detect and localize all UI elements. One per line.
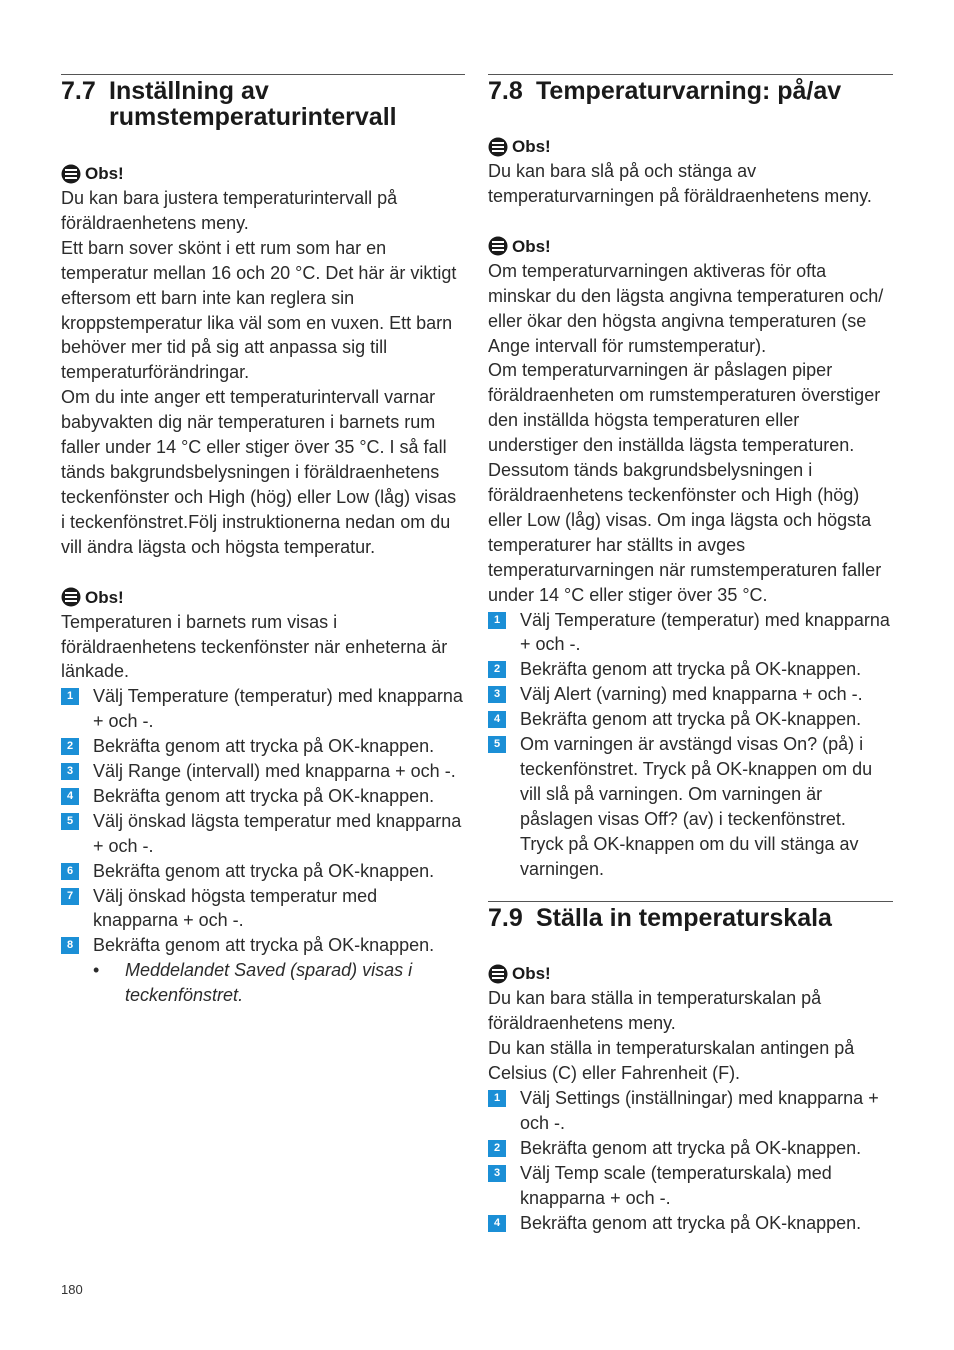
step-item (488, 1211, 893, 1236)
note-label: Obs! (512, 137, 551, 156)
step-item (61, 859, 465, 884)
note-label: Obs! (85, 164, 124, 183)
body-paragraph: Ett barn sover skönt i ett rum som har en temperatur mellan 16 och 20 °C. Det här är viktigt eftersom ett barn inte kan reglera sin kroppstemperatur lika väl som en vuxen. Ett barn behöver mer tid på sig att anpassa sig till temperaturförändringar. (61, 237, 457, 383)
section-title-7-9 (488, 905, 893, 931)
step-number: 4 (488, 1215, 506, 1232)
step-text: Bekräfta genom att trycka på OK-knappen. (520, 1212, 862, 1233)
step-number: 1 (488, 612, 506, 629)
section-heading: Ställa in temperaturskala (536, 904, 832, 933)
step-item (488, 682, 893, 707)
note-text: Du kan bara slå på och stänga av temperaturvarningen på föräldraenhetens meny. (488, 161, 872, 206)
step-text: Välj Temperature (temperatur) med knapparna + och -. (520, 609, 890, 655)
body-paragraph: Om du inte anger ett temperaturintervall varnar babyvakten dig när temperaturen i barnets rum faller under 14 °C eller stiger över 35 °C. I så fall tänds bakgrundsbelysningen i föräldraenhetens teckenfönster och High (hög) eller Low (låg) visas i teckenfönstret.Följ instruktionerna nedan om du vill ändra lägsta och högsta temperatur. (61, 387, 457, 557)
section-number: 7.8 (488, 77, 523, 105)
step-text: Välj Temp scale (temperaturskala) med knapparna + och -. (520, 1162, 832, 1208)
note-header (61, 161, 465, 186)
section-title-7-8 (488, 78, 893, 104)
note-text: Du kan bara justera temperaturintervall på föräldraenhetens meny. (61, 188, 398, 233)
body-paragraph: Du kan ställa in temperaturskalan antingen på Celsius (C) eller Fahrenheit (F). (488, 1038, 855, 1084)
step-text: Välj Alert (varning) med knapparna + och -. (520, 684, 863, 705)
note-label: Obs! (85, 587, 124, 607)
step-number: 1 (488, 1090, 506, 1107)
step-number: 5 (61, 813, 79, 830)
step-number: 7 (61, 888, 79, 905)
step-text: Bekräfta genom att trycka på OK-knappen. (520, 659, 862, 680)
step-item (488, 1086, 893, 1136)
section-divider (61, 74, 465, 75)
step-text: Välj önskad högsta temperatur med knapparna + och -. (93, 885, 378, 931)
section-title-7-7 (61, 78, 465, 130)
step-number: 2 (61, 738, 79, 755)
step-number: 4 (61, 788, 79, 805)
step-text: Bekräfta genom att trycka på OK-knappen. (520, 1137, 862, 1158)
note-icon (488, 236, 508, 256)
step-number: 3 (61, 763, 79, 780)
section-number: 7.7 (61, 77, 96, 105)
step-item (488, 732, 893, 881)
step-text: Välj Settings (inställningar) med knapparna + och -. (520, 1088, 879, 1133)
note-header (488, 961, 893, 986)
bullet-dot: • (93, 960, 100, 981)
step-text: Bekräfta genom att trycka på OK-knappen. (93, 935, 435, 956)
step-item (488, 1136, 893, 1161)
step-number: 2 (488, 1140, 506, 1157)
step-text: Välj önskad lägsta temperatur med knapparna + och -. (93, 810, 462, 856)
note-icon (61, 164, 81, 184)
step-item (488, 608, 893, 658)
step-item (61, 734, 465, 759)
step-text: Bekräfta genom att trycka på OK-knappen. (520, 709, 862, 730)
step-number: 4 (488, 711, 506, 728)
section-heading: Inställning av rumstemperaturintervall (109, 77, 397, 131)
left-column (61, 74, 465, 1008)
step-number: 3 (488, 686, 506, 703)
note-text: Du kan bara ställa in temperaturskalan på föräldraenhetens meny. (488, 988, 822, 1034)
step-text: Bekräfta genom att trycka på OK-knappen. (93, 860, 435, 881)
step-text: Om varningen är avstängd visas On? (på) i teckenfönstret. Tryck på OK-knappen om du vill slå på varningen. Om varningen är påslagen visas Off? (av) i teckenfönstret. Tryck på OK-knappen om du vill stänga av varningen. (520, 734, 873, 879)
note-icon (488, 137, 508, 157)
note-header (488, 234, 893, 259)
section-number: 7.9 (488, 904, 523, 933)
step-item (488, 707, 893, 732)
result-bullet (61, 958, 465, 1008)
step-number: 3 (488, 1165, 506, 1182)
step-item (61, 884, 465, 934)
step-number: 1 (61, 688, 79, 705)
step-item (61, 759, 465, 784)
note-text: Om temperaturvarningen aktiveras för ofta minskar du den lägsta angivna temperaturen och/ eller ökar den högsta angivna temperaturen (se Ange intervall för rumstemperatur). (488, 260, 884, 356)
section-heading: Temperaturvarning: på/av (536, 77, 842, 105)
step-text: Bekräfta genom att trycka på OK-knappen. (93, 736, 435, 757)
section-divider (488, 74, 893, 75)
step-item (61, 809, 465, 859)
note-label: Obs! (512, 964, 551, 984)
body-paragraph: Om temperaturvarningen är påslagen piper föräldraenheten om rumstemperaturen överstiger den inställda högsta temperaturen eller understiger den inställda lägsta temperaturen. Dessutom tänds bakgrundsbelysningen i föräldraenhetens teckenfönster och High (hög) eller Low (låg) visas. Om inga lägsta och högsta temperaturer har ställts in avges temperaturvarningen när rumstemperaturen faller under 14 °C eller stiger över 35 °C. (488, 360, 882, 605)
step-text: Bekräfta genom att trycka på OK-knappen. (93, 785, 435, 806)
bullet-text: Meddelandet Saved (sparad) visas i teckenfönstret. (125, 960, 413, 1006)
note-text: Temperaturen i barnets rum visas i föräldraenhetens teckenfönster när enheterna är länkade. (61, 611, 448, 682)
step-item (61, 784, 465, 809)
step-number: 2 (488, 661, 506, 678)
step-item (488, 1161, 893, 1211)
note-icon (61, 587, 81, 607)
step-item (488, 657, 893, 682)
step-number: 8 (61, 937, 79, 954)
right-column (488, 74, 893, 1236)
step-item (61, 933, 465, 958)
page-number: 180 (61, 1282, 83, 1297)
note-icon (488, 964, 508, 984)
note-header (61, 585, 465, 610)
step-item (61, 684, 465, 734)
note-header (488, 134, 893, 159)
note-label: Obs! (512, 236, 551, 256)
step-number: 5 (488, 736, 506, 753)
step-text: Välj Range (intervall) med knapparna + och -. (93, 761, 456, 782)
step-text: Välj Temperature (temperatur) med knapparna + och -. (93, 686, 463, 732)
section-divider (488, 901, 893, 902)
step-number: 6 (61, 863, 79, 880)
